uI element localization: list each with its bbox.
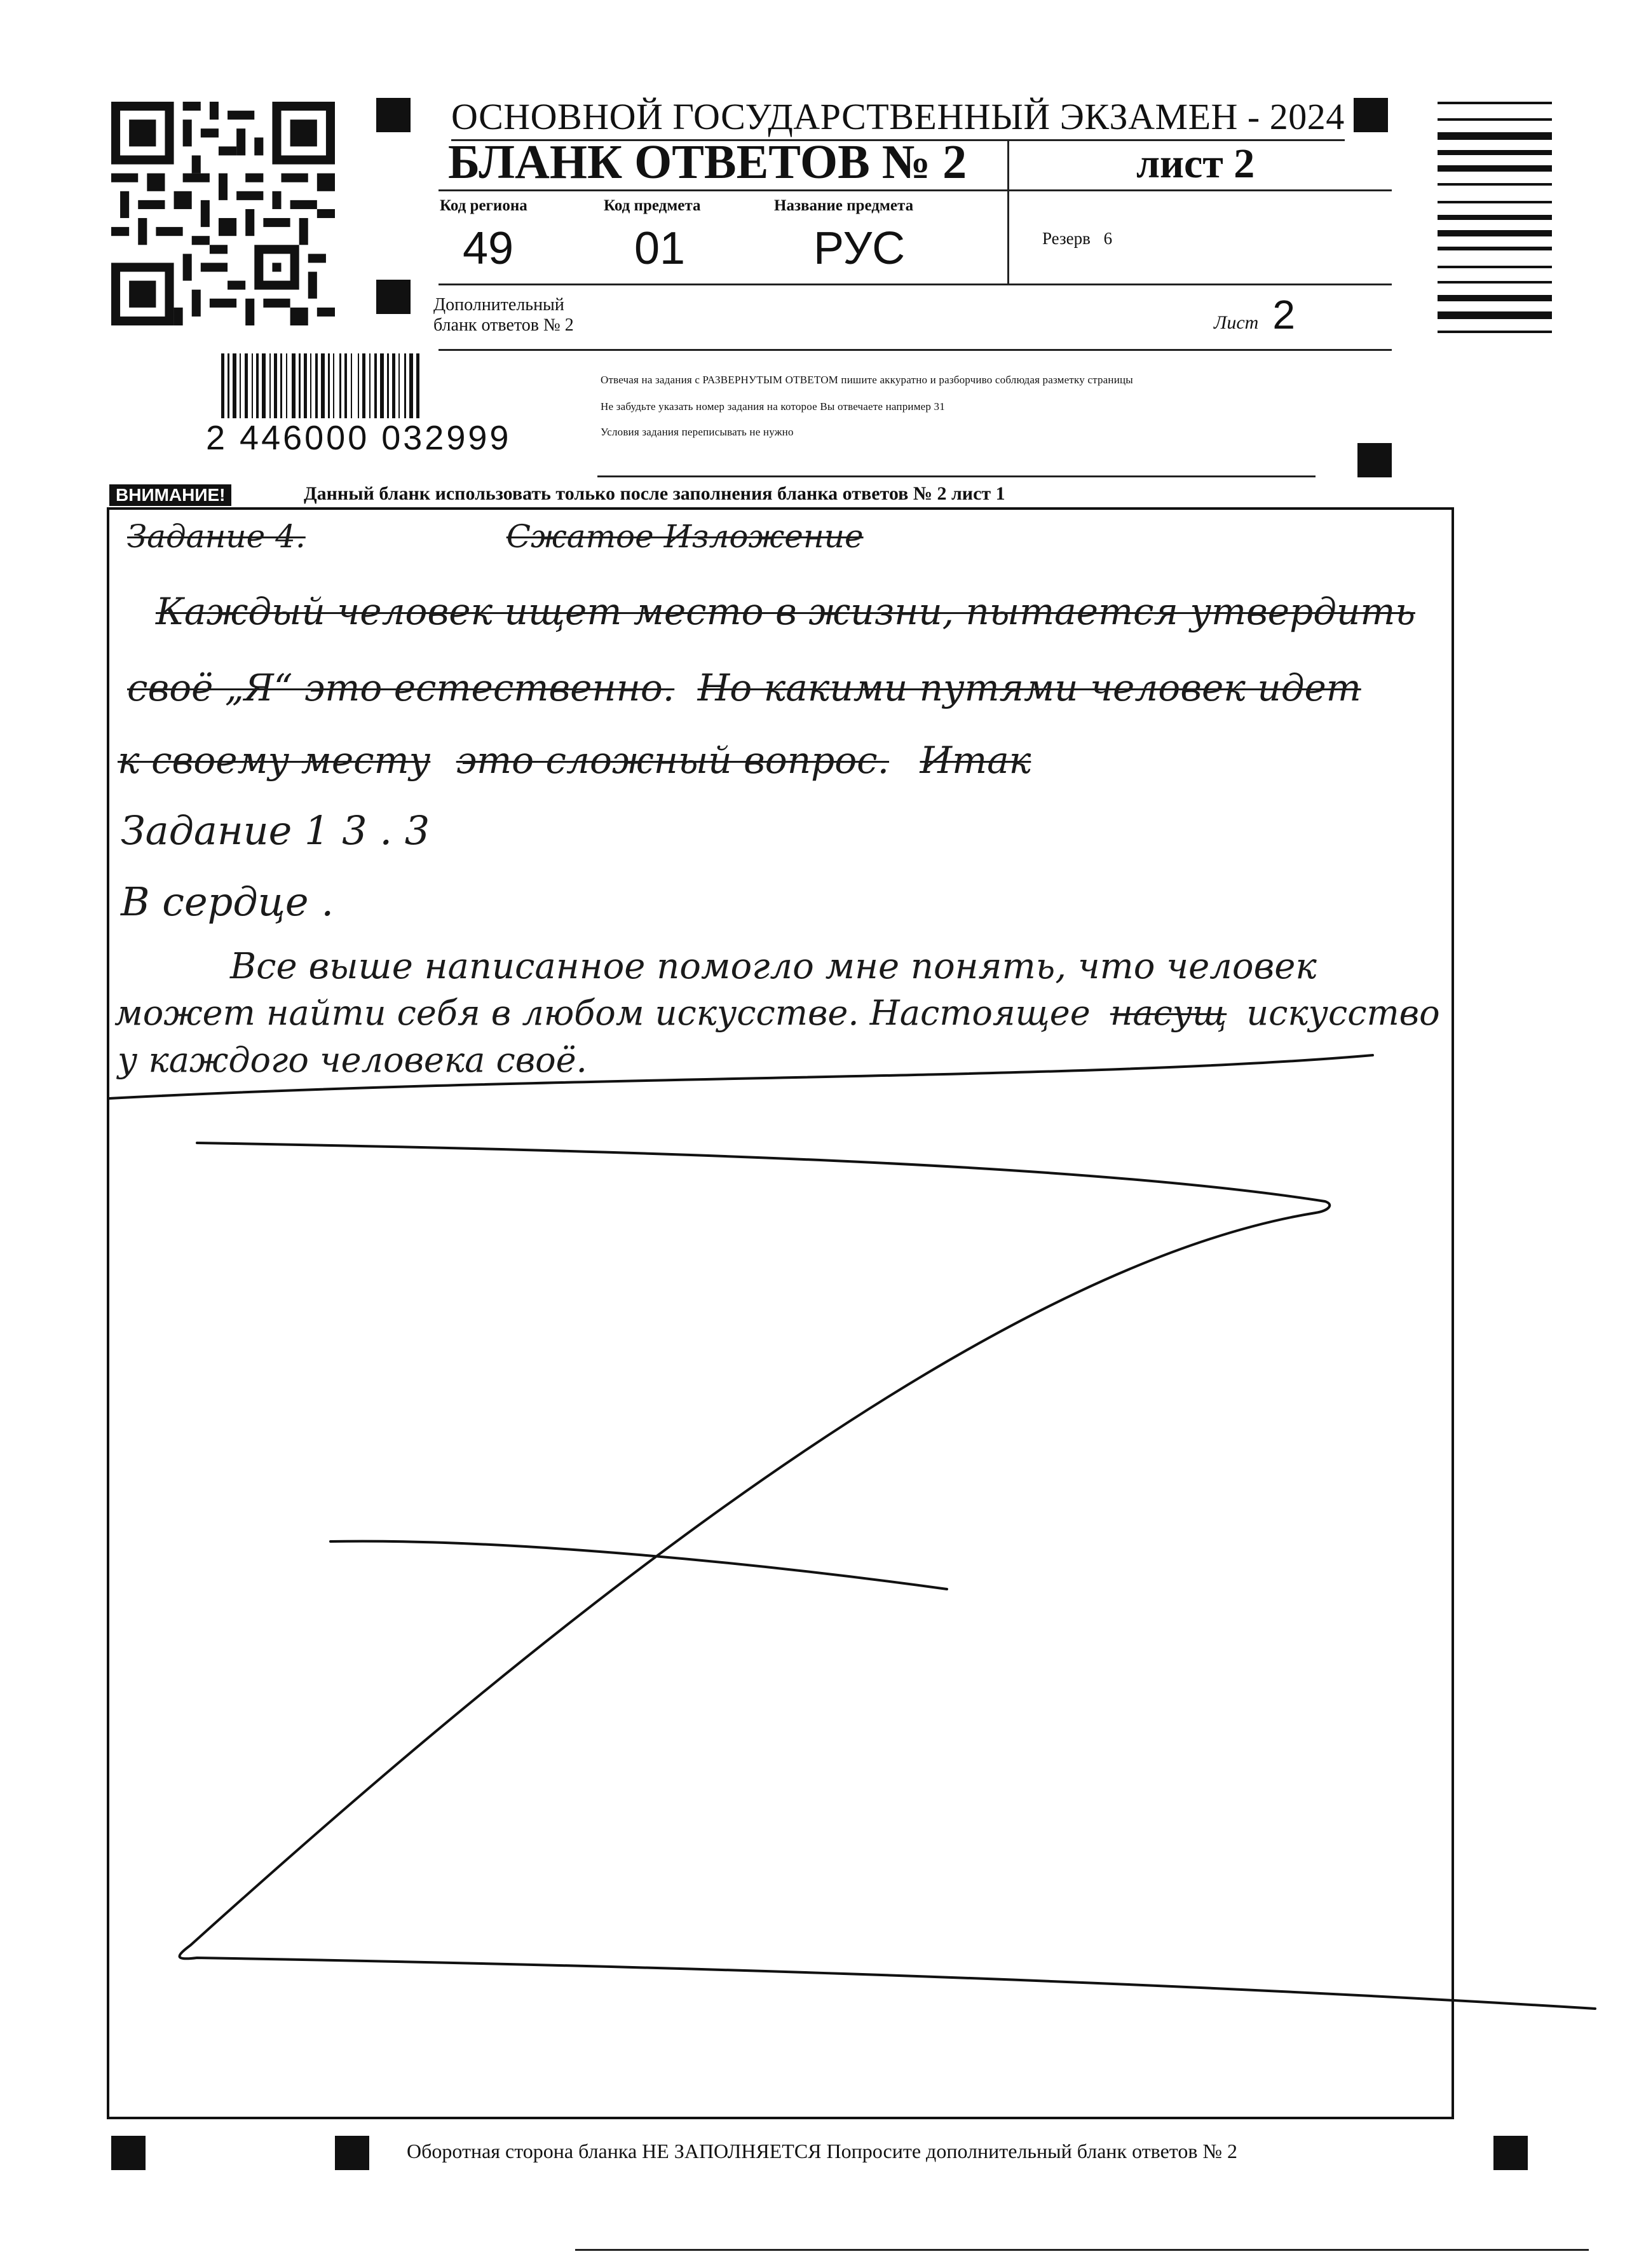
task-13-3-answer: В сердце . [121, 878, 334, 925]
handwriting-line-8-part-c: искусство [1246, 993, 1440, 1033]
attention-text: Данный бланк использовать только после заполнения бланка ответов № 2 лист 1 [304, 483, 1005, 504]
task-13-3-heading: Задание 1 3 . 3 [121, 807, 430, 854]
summary-heading: Сжатое Изложение [506, 518, 864, 555]
region-code-label: Код региона [440, 197, 527, 214]
handwriting-line-4-part-a: к своему месту [118, 739, 431, 782]
handwriting-line-3-part-a: своё „Я“ это естественно. [127, 666, 675, 709]
instruction-line-3: Условия задания переписывать не нужно [601, 426, 794, 438]
handwriting-line-2: Каждый человек ищет место в жизни, пытается утвердить [156, 590, 1415, 633]
subject-name-label: Название предмета [774, 197, 914, 214]
sheet-label: лист 2 [1136, 140, 1255, 187]
task-4-heading: Задание 4. [127, 518, 306, 555]
footer-bottom-rule [575, 2249, 1589, 2251]
list-number-label: Лист [1214, 312, 1259, 333]
attention-badge: ВНИМАНИЕ! [109, 484, 231, 506]
handwriting-line-4-part-c: Итак [920, 739, 1031, 782]
handwriting-line-4-part-b: это сложный вопрос. [456, 739, 890, 782]
handwriting-line-9: у каждого человека своё. [118, 1040, 587, 1080]
subject-code-label: Код предмета [604, 197, 701, 214]
reserve-label-text: Резерв [1042, 229, 1091, 248]
additional-form-label-line1: Дополнительный [433, 295, 564, 315]
subject-code-value: 01 [634, 223, 686, 274]
handwriting-line-8-struck-word: насущ [1110, 993, 1227, 1033]
subject-name-value: РУС [813, 223, 906, 274]
exam-title: ОСНОВНОЙ ГОСУДАРСТВЕННЫЙ ЭКЗАМЕН - 2024 [451, 95, 1345, 141]
handwriting-line-8-part-a: может найти себя в любом искусстве. Настоящее [114, 993, 1091, 1033]
reserve-value: 6 [1103, 229, 1113, 248]
handwriting-line-3-part-b: Но какими путями человек идет [697, 666, 1361, 709]
form-title: БЛАНК ОТВЕТОВ № 2 [448, 135, 967, 189]
instruction-line-1: Отвечая на задания с РАЗВЕРНУТЫМ ОТВЕТОМ пишите аккуратно и разборчиво соблюдая разметку страницы [601, 374, 1133, 386]
list-number-value: 2 [1272, 292, 1295, 338]
barcode-number: 2 446000 032999 [203, 418, 513, 458]
footer-note: Оборотная сторона бланка НЕ ЗАПОЛНЯЕТСЯ Попросите дополнительный бланк ответов № 2 [407, 2140, 1237, 2162]
region-code-value: 49 [463, 223, 514, 274]
additional-form-label-line2: бланк ответов № 2 [433, 315, 574, 335]
handwriting-line-7: Все выше написанное помогло мне понять, что человек [230, 946, 1317, 987]
instruction-line-2: Не забудьте указать номер задания на которое Вы отвечаете например 31 [601, 400, 945, 413]
